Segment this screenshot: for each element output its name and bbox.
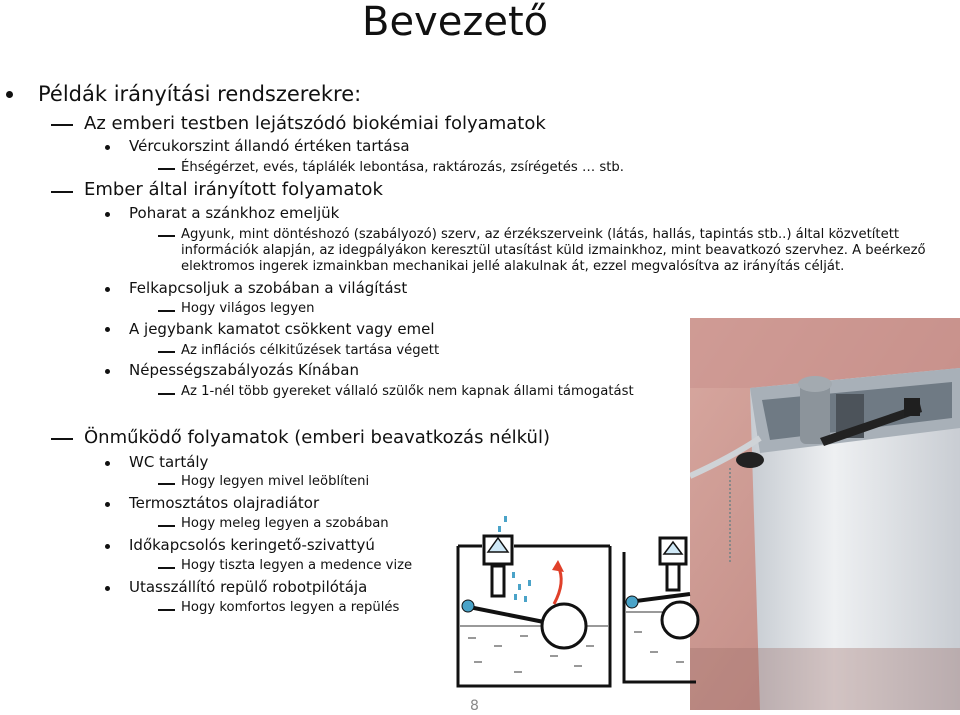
glass-detail-3: elektromos ingerek izmainkban mechanikai jellé alakulnak át, ezzel megvalósítva az irányítás célját. [181, 259, 845, 274]
slide-title: Bevezető [362, 0, 549, 45]
bullet-dot [105, 212, 110, 217]
pump-item: Időkapcsolós keringető-szivattyú [129, 536, 375, 554]
bio-label: Az emberi testben lejátszódó biokémiai folyamatok [84, 113, 546, 134]
glass-item: Poharat a szánkhoz emeljük [129, 204, 340, 222]
bullet-dot [105, 369, 110, 374]
float-valve-diagram-closed [620, 512, 700, 688]
dash-marker [158, 168, 175, 170]
radiator-item: Termosztátos olajradiátor [129, 494, 320, 512]
page-number: 8 [470, 698, 479, 714]
bank-detail: Az inflációs célkitűzések tartása végett [181, 343, 440, 358]
bullet-dot [105, 327, 110, 332]
bio-detail: Éhségérzet, evés, táplálék lebontása, raktározás, zsírégetés … stb. [181, 160, 624, 175]
bank-item: A jegybank kamatot csökkent vagy emel [129, 320, 435, 338]
dash-marker [158, 525, 175, 527]
bullet-dot [105, 145, 110, 150]
dash-marker [158, 351, 175, 353]
glass-detail-1: Agyunk, mint döntéshozó (szabályozó) szerv, az érzékszerveink (látás, hallás, tapintás stb..) által közvetített [181, 227, 900, 242]
light-detail: Hogy világos legyen [181, 301, 315, 316]
dash-marker [51, 438, 73, 440]
bio-sub: Vércukorszint állandó értéken tartása [129, 137, 410, 155]
bullet-dot [105, 461, 110, 466]
dash-marker [158, 567, 175, 569]
dash-marker [51, 124, 73, 126]
dash-marker [158, 609, 175, 611]
dash-marker [158, 393, 175, 395]
pop-item: Népességszabályozás Kínában [129, 361, 359, 379]
dash-marker [51, 191, 73, 193]
pop-detail: Az 1-nél több gyereket vállaló szülők nem kapnak állami támogatást [181, 384, 634, 399]
autopilot-item: Utasszállító repülő robotpilótája [129, 578, 368, 596]
bullet-dot [105, 502, 110, 507]
bullet-dot [6, 91, 13, 98]
bullet-dot [105, 586, 110, 591]
human-label: Ember által irányított folyamatok [84, 179, 383, 200]
wc-detail: Hogy legyen mivel leöblíteni [181, 474, 370, 489]
auto-label: Önműködő folyamatok (emberi beavatkozás nélkül) [84, 427, 550, 448]
autopilot-detail: Hogy komfortos legyen a repülés [181, 600, 400, 615]
pump-detail: Hogy tiszta legyen a medence vize [181, 558, 413, 573]
light-item: Felkapcsoljuk a szobában a világítást [129, 279, 408, 297]
dash-marker [158, 235, 175, 237]
float-valve-diagram [454, 486, 614, 694]
glass-detail-2: információk alapján, az idegpályákon keresztül utasítást küld izmainkhoz, mint beavatkozó szervhez. A beérkező [181, 243, 926, 258]
wc-item: WC tartály [129, 453, 209, 471]
outline-heading: Példák irányítási rendszerekre: [38, 82, 362, 106]
bullet-dot [105, 287, 110, 292]
bullet-dot [105, 544, 110, 549]
dash-marker [158, 483, 175, 485]
dash-marker [158, 310, 175, 312]
toilet-tank-photo [690, 318, 960, 710]
radiator-detail: Hogy meleg legyen a szobában [181, 516, 389, 531]
